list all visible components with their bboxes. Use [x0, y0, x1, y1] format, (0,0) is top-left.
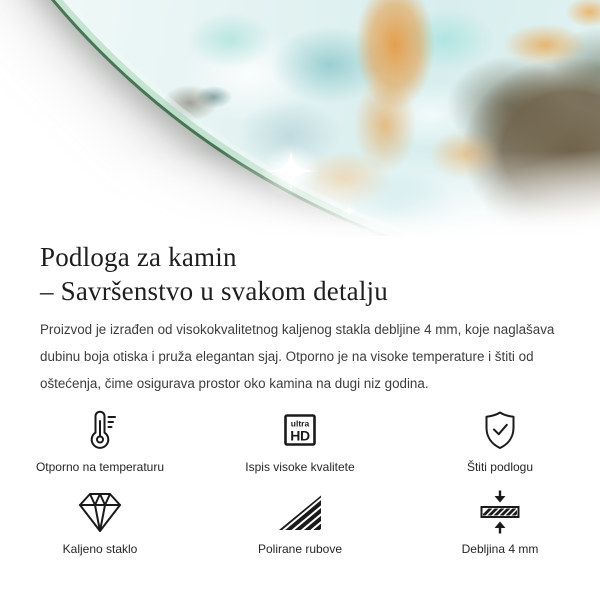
ultra-hd-icon	[278, 407, 322, 453]
diamond-icon	[76, 489, 124, 535]
feature-print-quality	[200, 407, 400, 474]
feature-label: Štiti podlogu	[466, 460, 534, 474]
thermometer-icon	[78, 407, 122, 453]
title-line-2: – Savršenstvo u svakom detalju	[40, 276, 388, 306]
page-title	[40, 240, 562, 308]
marble-print	[0, 0, 600, 236]
feature-polished-edges	[200, 489, 400, 556]
shield-check-icon	[478, 407, 522, 453]
sparkle-small-icon	[341, 204, 357, 218]
feature-label: Kaljeno staklo	[62, 542, 138, 556]
feature-label: Otporno na temperaturu	[35, 460, 165, 474]
feature-thickness	[400, 489, 600, 556]
product-image[interactable]	[0, 0, 600, 236]
title-line-1: Podloga za kamin	[40, 242, 237, 272]
feature-temperature	[0, 407, 200, 474]
sparkle-icon	[264, 149, 318, 193]
polished-edges-icon	[278, 489, 322, 535]
feature-protects	[400, 407, 600, 474]
feature-label: Debljina 4 mm	[461, 542, 539, 556]
svg-text:ultra: ultra	[290, 418, 310, 429]
svg-text:HD: HD	[290, 427, 310, 444]
feature-label: Polirane rubove	[257, 542, 343, 556]
thickness-icon	[478, 489, 522, 535]
features-grid	[0, 407, 600, 556]
feature-tempered-glass	[0, 489, 200, 556]
feature-label: Ispis visoke kvalitete	[245, 460, 355, 474]
product-description: Proizvod je izrađen od visokokvalitetnog kaljenog stakla debljine 4 mm, koje naglašava dubinu boja otiska i pruža elegantan sjaj. Otporno je na visoke temperature i štiti od oštećenja, čime osigurava prostor oko kamina na dugi niz godina.	[40, 322, 555, 391]
